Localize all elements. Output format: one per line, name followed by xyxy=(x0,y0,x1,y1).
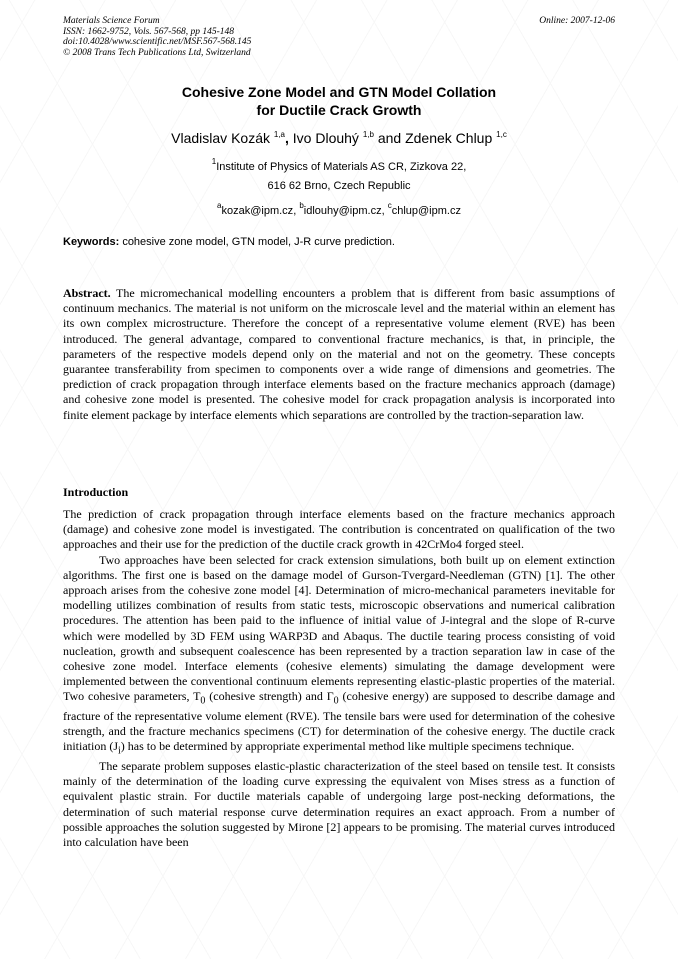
email-sup: a xyxy=(217,201,222,210)
paragraph: The prediction of crack propagation through interface elements based on the fracture mechanics approach (damage) and cohesive zone model is investigated. The contribution is concentrated on qualification of the two approaches and their use for the prediction of the ductile crack growth in 42CrMo4 forged steel. xyxy=(63,507,615,552)
email-link[interactable]: chlup@ipm.cz xyxy=(391,205,461,217)
email-link[interactable]: idlouhy@ipm.cz xyxy=(303,205,382,217)
subscript: 0 xyxy=(200,695,206,707)
introduction-body xyxy=(63,507,615,850)
author-sup: 1,a xyxy=(273,130,285,139)
email-link[interactable]: kozak@ipm.cz xyxy=(221,205,294,217)
email-sup: c xyxy=(387,201,392,210)
section-heading-introduction: Introduction xyxy=(63,485,129,499)
affiliation-line-2: 616 62 Brno, Czech Republic xyxy=(267,180,411,192)
keywords-label: Keywords: xyxy=(63,236,120,248)
author-name: Ivo Dlouhý xyxy=(292,130,359,146)
abstract xyxy=(63,286,615,423)
affiliation-text: Institute of Physics of Materials AS CR, Zizkova 22, xyxy=(216,161,467,173)
title-line-2: for Ductile Crack Growth xyxy=(256,102,422,118)
author-list: Vladislav Kozák $^{1,a}$, Ivo Dlouhý $^{1,b}$ and Zdenek Chlup $^{1,c}$ xyxy=(171,130,507,146)
journal-header xyxy=(63,16,615,58)
paragraph: The separate problem supposes elastic-plastic characterization of the steel based on tensile test. It consists mainly of the determination of the loading curve expressing the equivalent von Mises stress as a function of equivalent plastic strain. For ductile materials capable of undergoing large post-necking deformations, the determination of such material response curve determination requires an exact approach. From a number of possible approaches the solution suggested by Mirone [2] appears to be promising. The material curves introduced into calculation have been xyxy=(63,759,615,850)
affiliation-line-1 xyxy=(63,157,615,173)
title-line-1: Cohesive Zone Model and GTN Model Collation xyxy=(181,84,497,100)
subscript: 0 xyxy=(333,695,339,707)
author-name: Vladislav Kozák xyxy=(171,130,270,146)
issn: ISSN: 1662-9752, Vols. 567-568, pp 145-148 xyxy=(63,26,234,37)
abstract-label: Abstract. xyxy=(63,286,111,300)
subscript: i xyxy=(118,745,121,757)
text-run: ) has to be determined by appropriate experimental method like multiple specimens technique. xyxy=(120,739,575,754)
text-run: (cohesive strength) and Γ xyxy=(205,689,334,704)
text-run: Two approaches have been selected for crack extension simulations, both built up on element extinction algorithms. The first one is based on the damage model of Gurson-Tvergard-Needleman (GTN) [1]. The other approach arises from the cohesive zone model [4]. Determination of micro-mechanical parameters inevitable for modelling utilizes combination of results from static tests, microscopic observations and numerical calibration procedures. The attention has been paid to the influence of initial value of J-integral and the slope of R-curve which were modelled by 3D FEM using WARP3D and Abaqus. The ductile tearing process consisting of void nucleation, growth and subsequent coalescence has been represented by a traction separation law in case of the cohesive zone model. Interface elements (cohesive elements) simulating the damage development were implemented between the conventional continuum elements representing elastic-plastic properties of the material. Two cohesive parameters, T xyxy=(63,552,615,704)
keywords xyxy=(63,236,615,248)
online-date: Online: 2007-12-06 xyxy=(539,16,615,26)
paper-title xyxy=(63,83,615,119)
author-name: Zdenek Chlup xyxy=(405,130,493,146)
doi: doi:10.4028/www.scientific.net/MSF.567-568.145 xyxy=(63,37,252,47)
copyright: © 2008 Trans Tech Publications Ltd, Switzerland xyxy=(63,47,251,58)
keywords-text: cohesive zone model, GTN model, J-R curve prediction. xyxy=(122,236,395,248)
text-run: (cohesive energy) are supposed to describe damage and fracture of the representative volume element (RVE). The tensile bars were used for determination of the cohesive strength, and the fracture mechanics specimens (CT) for determination of the cohesive energy. The ductile crack initiation (J xyxy=(63,689,616,754)
journal-name: Materials Science Forum xyxy=(63,16,160,26)
email-line: $^a$kozak@ipm.cz, $^b$idlouhy@ipm.cz, $^c$chlup@ipm.cz xyxy=(217,201,461,217)
affiliation-sup: 1 xyxy=(211,157,217,166)
email-sup: b xyxy=(299,201,304,210)
author-sup: 1,c xyxy=(496,130,507,139)
author-sup: 1,b xyxy=(362,130,374,139)
abstract-text: The micromechanical modelling encounters a problem that is different from basic assumptions of continuum mechanics. The material is not uniform on the microscale level and the material within an element has its own complex microstructure. Therefore the concept of a representative volume element (RVE) has been introduced. The general advantage, compared to conventional fracture mechanics, is that, in principle, the parameters of the respective models depend only on the material and not on the geometry. These concepts guarantee transferability from specimen to components over a wide range of dimensions and geometries. The prediction of crack propagation through interface elements based on the fracture mechanics approach (damage) and cohesive zone model is presented. The cohesive model for crack propagation analysis is incorporated into finite element package by interface elements which separations are controlled by the traction-separation law. xyxy=(63,286,615,422)
paragraph xyxy=(63,553,615,759)
